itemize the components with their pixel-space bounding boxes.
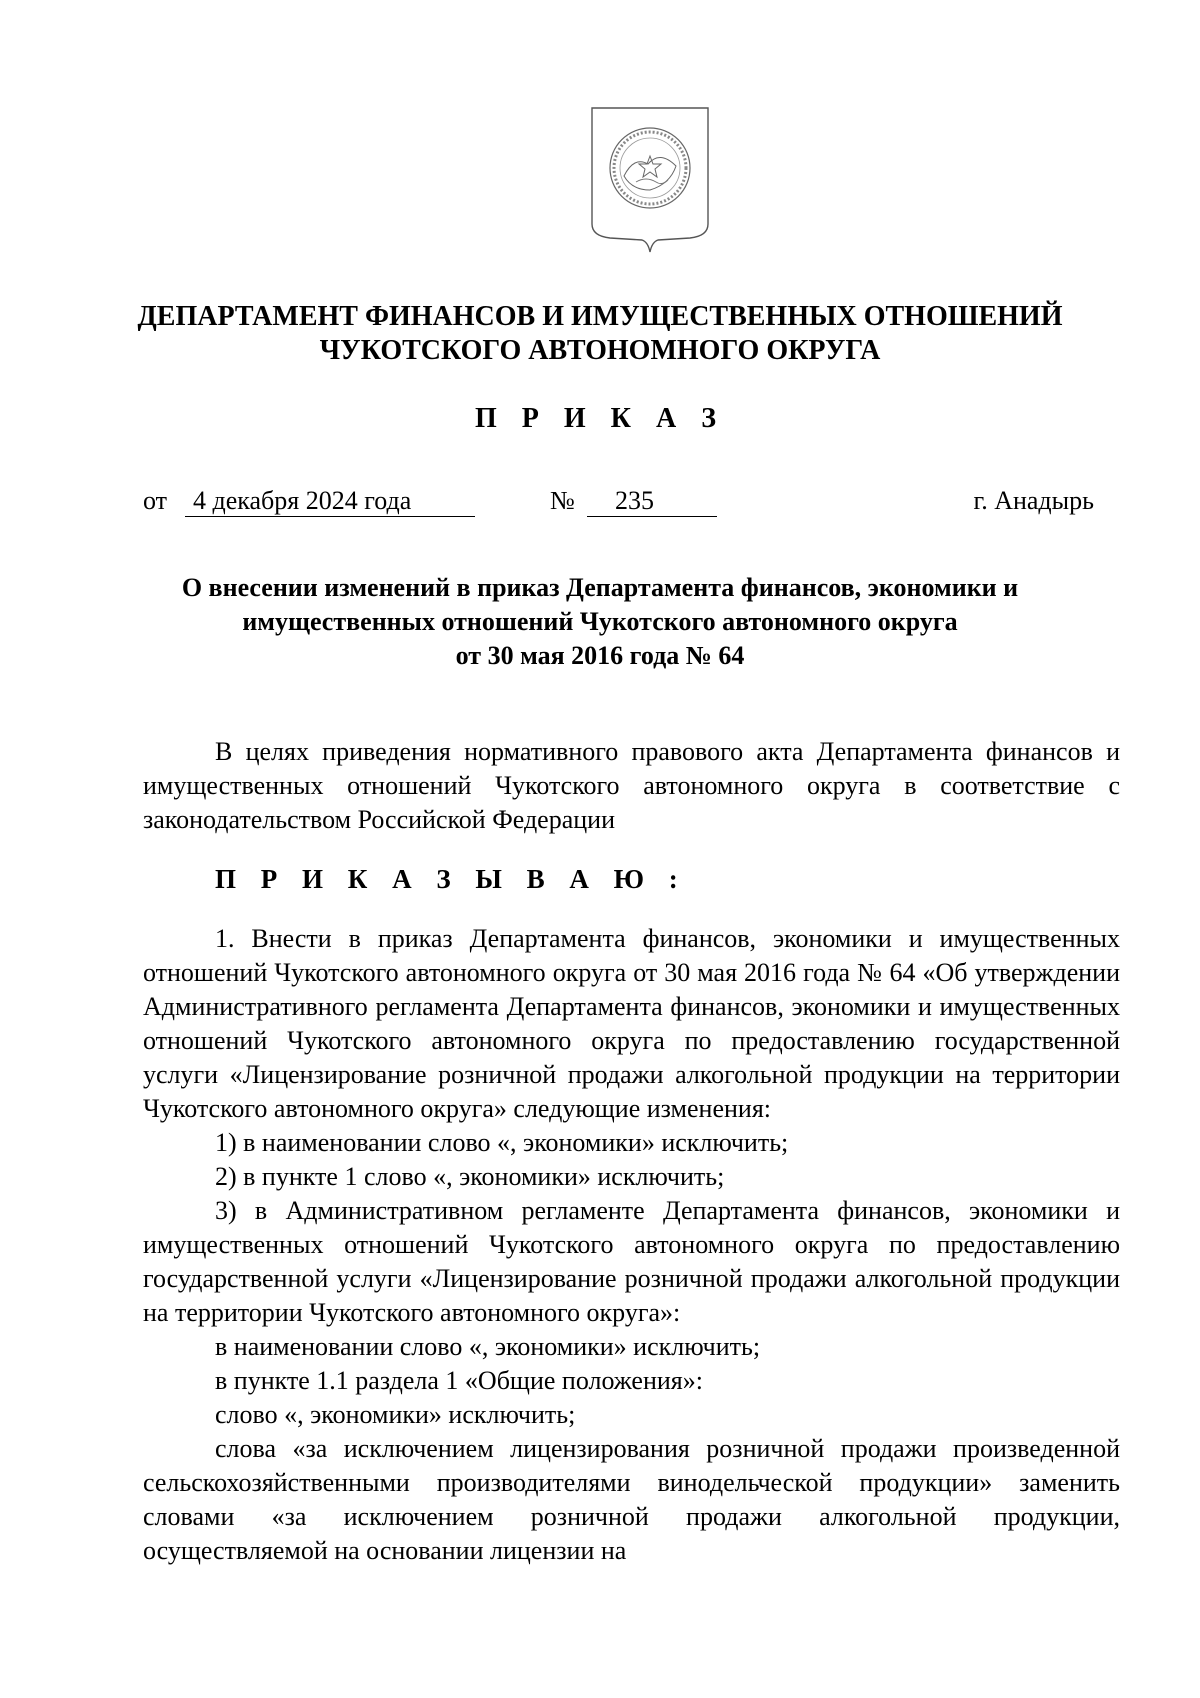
city-name: г. Анадырь (973, 486, 1094, 515)
coat-of-arms-emblem (590, 106, 710, 254)
date-prefix: от (143, 486, 168, 515)
organization-name (100, 300, 1100, 368)
subject-line-3: от 30 мая 2016 года № 64 (455, 641, 745, 670)
sub-item: в наименовании слово «, экономики» исключить; (215, 1332, 761, 1361)
clause-1-paragraph: 1. Внести в приказ Департамента финансов, экономики и имущественных отношений Чукотского автономного округа от 30 мая 2016 года № 64 «Об утверждении Административного регламента Департамента финансов, экономики и имущественных отношений Чукотского автономного округа по предоставлению государственной услуги «Лицензирование розничной продажи алкогольной продукции на территории Чукотского автономного округа» следующие изменения: (143, 924, 1120, 1123)
intro-section (143, 735, 1120, 837)
sub-item: в пункте 1.1 раздела 1 «Общие положения»: (215, 1366, 703, 1395)
org-line-2: ЧУКОТСКОГО АВТОНОМНОГО ОКРУГА (319, 335, 881, 366)
document-date: 4 декабря 2024 года (185, 486, 475, 517)
intro-paragraph: В целях приведения нормативного правового акта Департамента финансов и имущественных отношений Чукотского автономного округа в соответствие с законодательством Российской Федерации (143, 737, 1120, 834)
subject-line-1: О внесении изменений в приказ Департамента финансов, экономики и (181, 573, 1019, 602)
org-line-1: ДЕПАРТАМЕНТ ФИНАНСОВ И ИМУЩЕСТВЕННЫХ ОТНОШЕНИЙ (137, 301, 1063, 332)
list-item: 2) в пункте 1 слово «, экономики» исключить; (215, 1162, 725, 1191)
document-subject (100, 571, 1100, 673)
sub-item: слово «, экономики» исключить; (215, 1400, 576, 1429)
document-number: 235 (587, 486, 717, 517)
list-item-3: 3) в Административном регламенте Департамента финансов, экономики и имущественных отношений Чукотского автономного округа по предоставлению государственной услуги «Лицензирование розничной продажи алкогольной продукции на территории Чукотского автономного округа»: (143, 1196, 1120, 1327)
order-word: П Р И К А З Ы В А Ю : (215, 864, 687, 894)
last-paragraph: слова «за исключением лицензирования розничной продажи произведенной сельскохозяйственными производителями винодельческой продукции» заменить словами «за исключением розничной продажи алкогольной продукции, осуществляемой на основании лицензии на (143, 1434, 1120, 1565)
list-item: 1) в наименовании слово «, экономики» исключить; (215, 1128, 789, 1157)
subject-line-2: имущественных отношений Чукотского автономного округа (242, 607, 958, 636)
document-type: П Р И К А З (475, 403, 725, 434)
main-section (143, 922, 1120, 1568)
number-sign: № (550, 486, 575, 515)
